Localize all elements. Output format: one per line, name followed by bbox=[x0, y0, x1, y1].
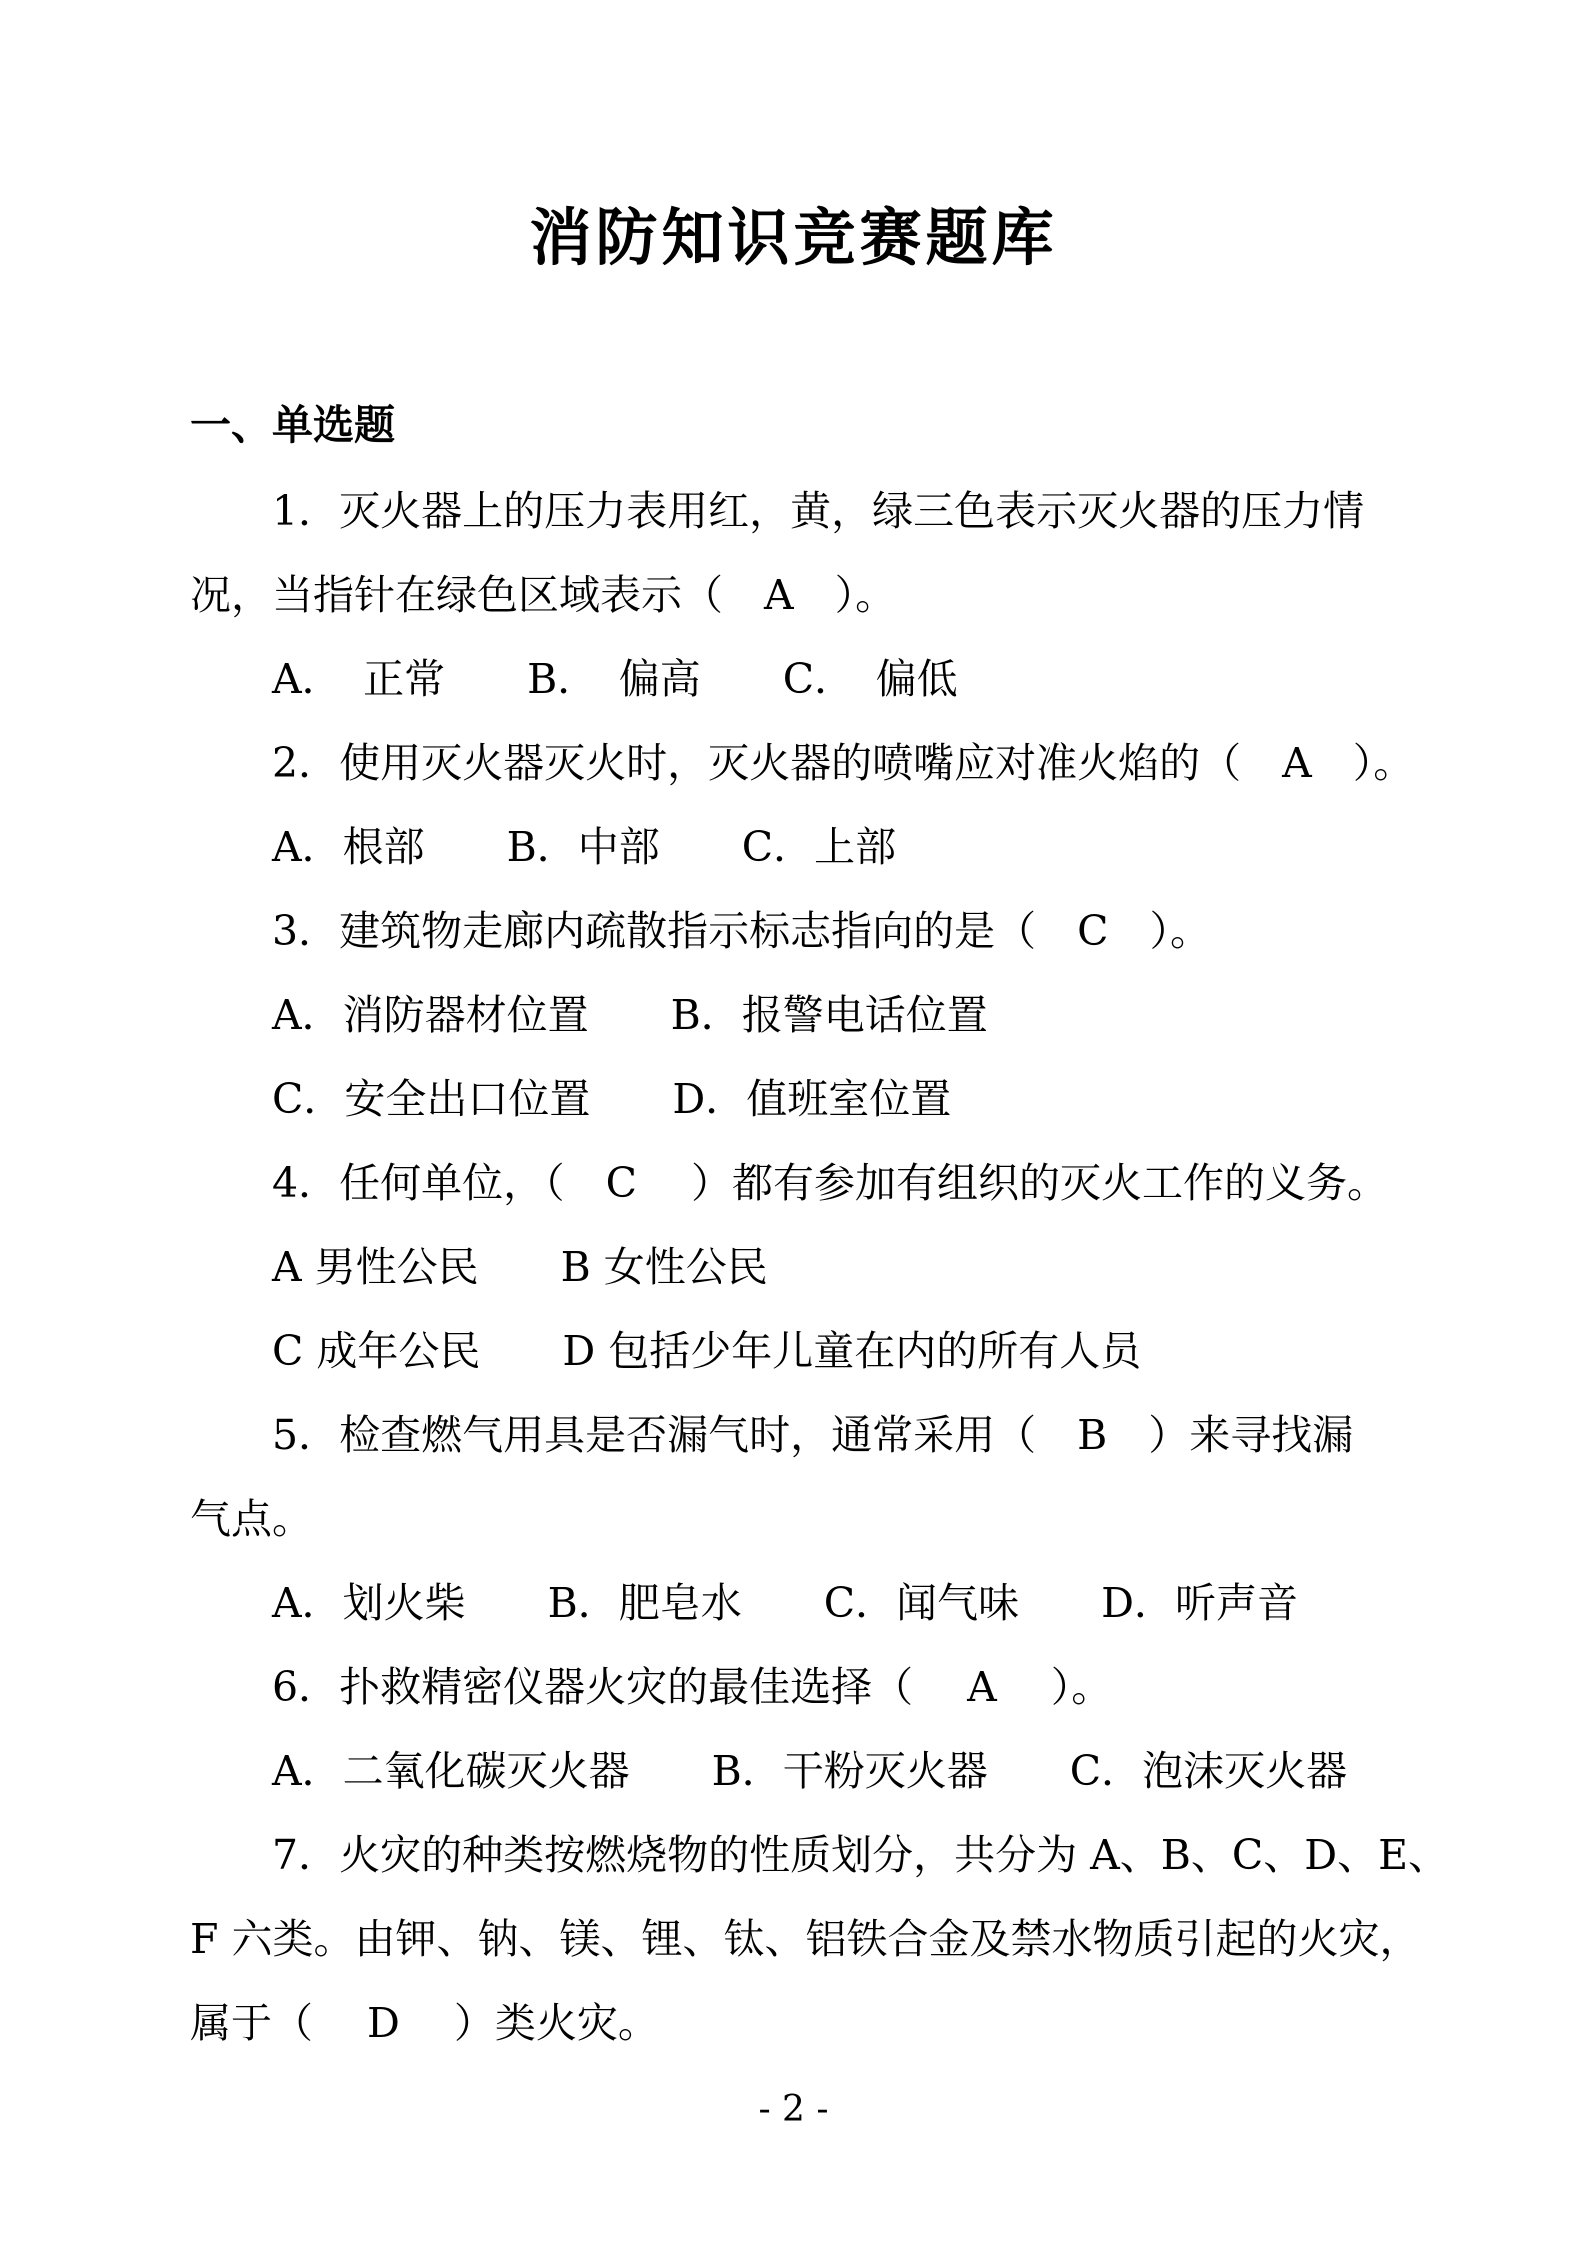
page-number: - 2 - bbox=[758, 2089, 829, 2130]
question-3-options-1: A．消防器材位置 B．报警电话位置 bbox=[272, 991, 988, 1039]
document-title: 消防知识竞赛题库 bbox=[529, 201, 1058, 274]
question-2-options: A．根部 B．中部 C．上部 bbox=[272, 823, 897, 871]
question-7-line-2: F 六类。由钾、钠、镁、锂、钛、铝铁合金及禁水物质引起的火灾， bbox=[190, 1915, 1421, 1963]
question-6-options: A．二氧化碳灭火器 B．干粉灭火器 C．泡沫灭火器 bbox=[272, 1747, 1348, 1795]
question-3-text: 3．建筑物走廊内疏散指示标志指向的是（ C ）。 bbox=[272, 907, 1211, 955]
question-6-text: 6．扑救精密仪器火灾的最佳选择（ A ）。 bbox=[272, 1663, 1113, 1711]
question-7-line-1: 7．火灾的种类按燃烧物的性质划分，共分为 A、B、C、D、E、 bbox=[272, 1831, 1450, 1879]
question-2-text: 2．使用灭火器灭火时，灭火器的喷嘴应对准火焰的（ A ）。 bbox=[272, 739, 1415, 787]
question-5-options: A．划火柴 B．肥皂水 C．闻气味 D．听声音 bbox=[272, 1579, 1298, 1627]
question-4-options-2: C 成年公民 D 包括少年儿童在内的所有人员 bbox=[272, 1327, 1142, 1375]
question-4-options-1: A 男性公民 B 女性公民 bbox=[272, 1243, 768, 1291]
question-1-line-2: 况，当指针在绿色区域表示（ A ）。 bbox=[190, 571, 897, 619]
question-5-line-2: 气点。 bbox=[190, 1495, 313, 1543]
question-7-line-3: 属于（ D ）类火灾。 bbox=[190, 1999, 659, 2047]
question-4-text: 4．任何单位，（ C ）都有参加有组织的灭火工作的义务。 bbox=[272, 1159, 1388, 1207]
question-1-line-1: 1．灭火器上的压力表用红，黄，绿三色表示灭火器的压力情 bbox=[272, 487, 1365, 535]
question-5-line-1: 5．检查燃气用具是否漏气时，通常采用（ B ）来寻找漏 bbox=[272, 1411, 1354, 1459]
question-3-options-2: C．安全出口位置 D．值班室位置 bbox=[272, 1075, 952, 1123]
section-heading: 一、单选题 bbox=[190, 401, 395, 449]
question-1-options: A． 正常 B． 偏高 C． 偏低 bbox=[272, 655, 958, 703]
